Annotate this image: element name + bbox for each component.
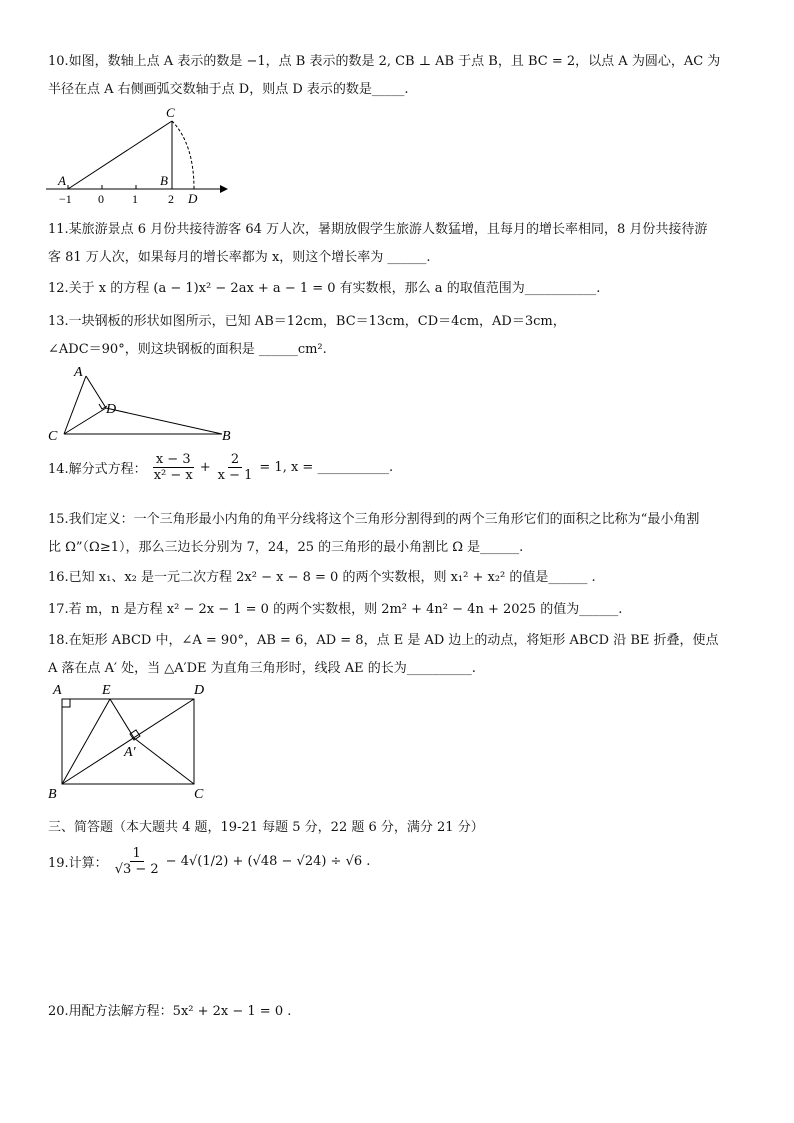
q10-tick-neg1: −1 xyxy=(59,192,72,206)
q10-tick-2: 2 xyxy=(168,192,174,206)
q18-line2: A 落在点 A′ 处，当 △A′DE 为直角三角形时，线段 AE 的长为__________. xyxy=(48,661,476,676)
q18-line1: 18.在矩形 ABCD 中，∠A = 90°，AB = 6，AD = 8，点 E 是 AD 边上的动点，将矩形 ABCD 沿 BE 折叠，使点 xyxy=(48,633,719,648)
q10-label-c: C xyxy=(166,105,175,120)
q11-line2: 客 81 万人次，如果每月的增长率都为 x，则这个增长率为 ______. xyxy=(48,250,431,265)
q10-tick-0: 0 xyxy=(98,192,104,206)
q13-label-c: C xyxy=(48,429,58,444)
q10-label-a: A xyxy=(58,173,66,188)
q10-tick-1: 1 xyxy=(132,192,138,206)
section3-title: 三、简答题（本大题共 4 题，19-21 每题 5 分，22 题 6 分，满分 21 分） xyxy=(48,820,484,835)
q14-line xyxy=(48,452,393,483)
q19-line xyxy=(48,846,370,877)
q19-prefix: 19.计算： xyxy=(48,856,108,871)
q13-figure xyxy=(44,360,244,446)
q14-plus: + xyxy=(199,460,211,475)
q17-line1: 17.若 m，n 是方程 x² − 2x − 1 = 0 的两个实数根，则 2m² + 4n² − 4n + 2025 的值为______. xyxy=(48,602,623,617)
q18-label-a: A xyxy=(53,683,62,698)
q18-label-a-prime: A′ xyxy=(124,745,136,760)
q13-line2: ∠ADC＝90°，则这块钢板的面积是 ______cm². xyxy=(48,342,327,357)
q16-line1: 16.已知 x₁、x₂ 是一元二次方程 2x² − x − 8 = 0 的两个实数根，则 x₁² + x₂² 的值是______ . xyxy=(48,570,596,585)
q14-frac2-num: 2 xyxy=(228,452,242,468)
q10-figure xyxy=(44,104,234,208)
q13-line1: 13.一块钢板的形状如图所示，已知 AB＝12cm，BC＝13cm，CD＝4cm，AD＝3cm， xyxy=(48,314,566,329)
q13-label-b: B xyxy=(222,429,231,444)
q10-line2: 半径在点 A 右侧画弧交数轴于点 D，则点 D 表示的数是_____. xyxy=(48,82,409,97)
q10-label-b: B xyxy=(160,173,168,188)
q14-frac1-num: x − 3 xyxy=(153,452,194,468)
q18-figure xyxy=(44,680,224,804)
q18-label-b: B xyxy=(48,787,57,802)
q18-label-e: E xyxy=(102,683,111,698)
q13-label-a: A xyxy=(74,365,83,380)
q19-frac-num: 1 xyxy=(130,846,144,862)
q18-label-c: C xyxy=(194,787,204,802)
q11-line1: 11.某旅游景点 6 月份共接待游客 64 万人次，暑期放假学生旅游人数猛增，且每月的增长率相同，8 月份共接待游 xyxy=(48,222,708,237)
q12-line1: 12.关于 x 的方程 (a − 1)x² − 2ax + a − 1 = 0 有实数根，那么 a 的取值范围为___________. xyxy=(48,281,601,296)
q18-label-d: D xyxy=(194,683,205,698)
q10-line1: 10.如图，数轴上点 A 表示的数是 −1，点 B 表示的数是 2, CB ⊥ AB 于点 B，且 BC = 2，以点 A 为圆心，AC 为 xyxy=(48,54,721,69)
q20-line1: 20.用配方法解方程：5x² + 2x − 1 = 0 . xyxy=(48,1004,292,1019)
q14-suffix: = 1, x = ___________. xyxy=(259,460,394,475)
q19-fraction xyxy=(112,846,162,877)
q14-fraction-1 xyxy=(151,452,196,483)
q14-frac2-den: x − 1 xyxy=(217,468,253,483)
q19-frac-den: √3 − 2 xyxy=(114,862,159,877)
q14-prefix: 14.解分式方程： xyxy=(48,462,147,477)
q19-rest: − 4√(1/2) + (√48 − √24) ÷ √6 . xyxy=(165,854,371,869)
q15-line1: 15.我们定义：一个三角形最小内角的角平分线将这个三角形分割得到的两个三角形它们的面积之比称为“最小角割 xyxy=(48,512,700,527)
q10-label-d: D xyxy=(188,191,198,206)
q15-line2: 比 Ω”（Ω≥1），那么三边长分别为 7，24，25 的三角形的最小角割比 Ω 是______. xyxy=(48,540,524,555)
q14-fraction-2 xyxy=(215,452,256,483)
q13-label-d: D xyxy=(106,402,117,417)
q14-frac1-den: x² − x xyxy=(153,468,193,483)
